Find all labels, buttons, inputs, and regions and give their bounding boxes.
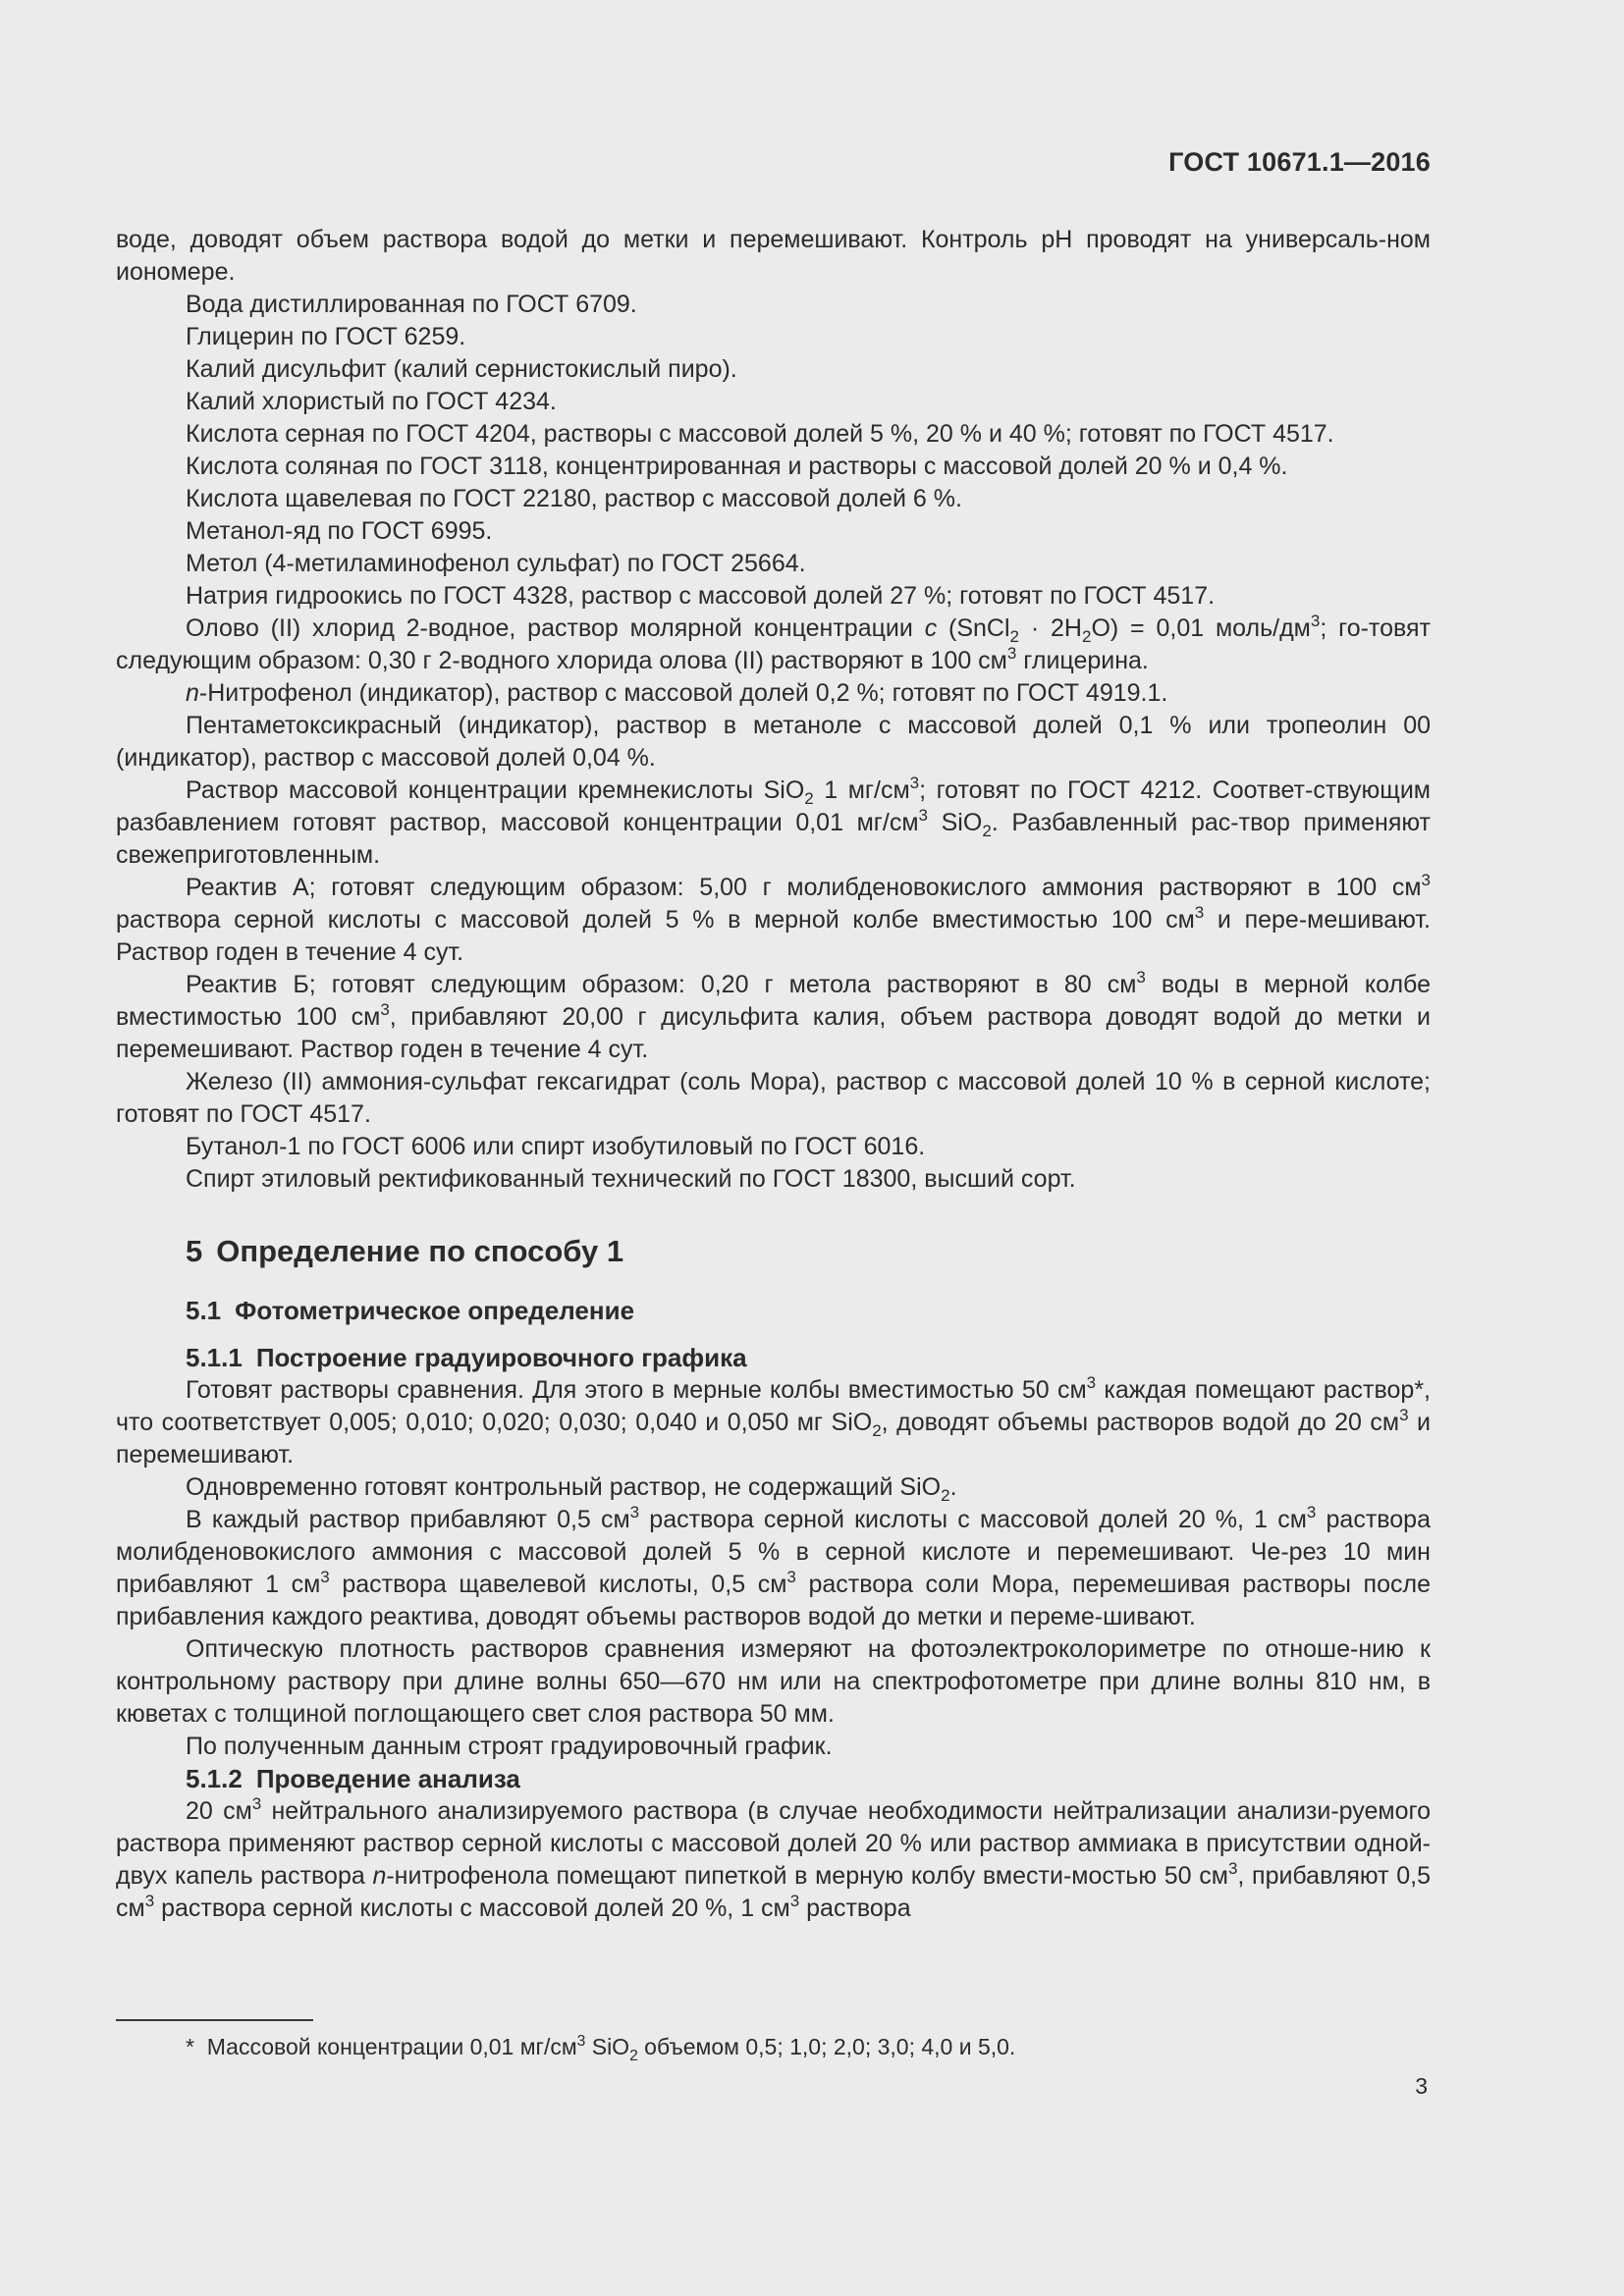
paragraph: 20 $см^3$ нейтрального анализируемого раствора (в случае необходимости нейтрализации анализи-руемого раствора применяют раствор серной кислоты с массовой долей 20 % или раствор аммиака в присутствии одной-двух капель раствора n-нитрофенола помещают пипеткой в мерную колбу вмести-мостью 50 $см^3$, прибавляют 0,5 $см^3$ раствора серной кислоты с массовой долей 20 %, 1 $см^3$ раствора	[116, 1793, 1431, 1922]
section-5-1-1-body	[116, 1374, 1431, 1763]
paragraph: Реактив А; готовят следующим образом: 5,00 г молибденовокислого аммония растворяют в 100 $см^3$ раствора серной кислоты с массовой долей 5 % в мерной колбе вместимостью 100 $см^3$ и пере-мешивают. Раствор годен в течение 4 сут.	[116, 870, 1431, 966]
section-title: Проведение анализа	[255, 1764, 520, 1793]
paragraph: Железо (II) аммония-сульфат гексагидрат (соль Мора), раствор с массовой долей 10 % в серной кислоте; готовят по ГОСТ 4517.	[116, 1068, 1431, 1128]
paragraph: Метол (4-метиламинофенол сульфат) по ГОСТ 25664.	[186, 550, 806, 577]
paragraph: Калий хлористый по ГОСТ 4234.	[186, 388, 557, 415]
paragraph: Глицерин по ГОСТ 6259.	[186, 323, 466, 350]
page-number: 3	[1415, 2073, 1428, 2099]
paragraph: Реактив Б; готовят следующим образом: 0,20 г метола растворяют в 80 $см^3$ воды в мерной колбе вместимостью 100 $см^3$, прибавляют 20,00 г дисульфита калия, объем раствора доводят водой до метки и перемешивают. Раствор годен в течение 4 сут.	[116, 967, 1431, 1063]
section-title: Определение по способу 1	[216, 1234, 624, 1268]
paragraph: Олово (II) хлорид 2-водное, раствор молярной концентрации с (SnCl$_2$ · $2H_2O) = 0,01$ моль/$дм^3$; го-товят следующим образом: 0,30 г 2-водного хлорида олова (II) растворяют в 100 $см^3$ глицерина.	[116, 611, 1431, 674]
document-header: ГОСТ 10671.1—2016	[1168, 147, 1431, 177]
section-5-heading	[186, 1232, 1431, 1271]
paragraph: В каждый раствор прибавляют 0,5 $см^3$ раствора серной кислоты с массовой долей 20 %, 1 $см^3$ раствора молибденовокислого аммония с массовой долей 5 % в серной кислоте и перемешивают. Че-рез 10 мин прибавляют 1 $см^3$ раствора щавелевой кислоты, 0,5 $см^3$ раствора соли Мора, перемешивая растворы после прибавления каждого реактива, доводят объемы растворов водой до метки и переме-шивают.	[116, 1502, 1431, 1630]
paragraph: Оптическую плотность растворов сравнения измеряют на фотоэлектроколориметре по отноше-нию к контрольному раствору при длине волны 650—670 нм или на спектрофотометре при длине волны 810 нм, в кюветах с толщиной поглощающего свет слоя раствора 50 мм.	[116, 1635, 1431, 1728]
paragraph: Раствор массовой концентрации кремнекислоты SiO$_2$ 1 $мг/см^3$; готовят по ГОСТ 4212. Соответ-ствующим разбавлением готовят раствор, массовой концентрации 0,01 $мг/см^3$ SiO$_2$. Разбавленный рас-твор применяют свежеприготовленным.	[116, 773, 1432, 869]
section-number: 5.1	[186, 1296, 222, 1325]
footnote-text: Массовой концентрации 0,01 $мг/см^3$ SiO$_2$ объемом 0,5; 1,0; 2,0; 3,0; 4,0 и 5,0.	[206, 2032, 1016, 2064]
footnote-separator	[116, 2019, 313, 2021]
reagents-list	[116, 224, 1431, 1196]
paragraph: Одновременно готовят контрольный раствор, не содержащий SiO$_2$.	[186, 1473, 957, 1505]
paragraph: Готовят растворы сравнения. Для этого в мерные колбы вместимостью 50 $см^3$ каждая помещают раствор*, что соответствует 0,005; 0,010; 0,020; 0,030; 0,040 и 0,050 мг SiO$_2$, доводят объемы растворов водой до 20 $см^3$ и перемешивают.	[116, 1372, 1431, 1468]
paragraph: Метанол-яд по ГОСТ 6995.	[186, 517, 493, 545]
section-title: Фотометрическое определение	[235, 1296, 635, 1325]
document-body	[116, 224, 1431, 1925]
footnote-marker: *	[186, 2034, 194, 2059]
paragraph: Вода дистиллированная по ГОСТ 6709.	[186, 291, 637, 318]
paragraph: Натрия гидроокись по ГОСТ 4328, раствор с массовой долей 27 %; готовят по ГОСТ 4517.	[186, 582, 1216, 610]
paragraph: Кислота соляная по ГОСТ 3118, концентрированная и растворы с массовой долей 20 % и 0,4 %.	[186, 453, 1288, 480]
paragraph: Кислота щавелевая по ГОСТ 22180, раствор с массовой долей 6 %.	[186, 485, 962, 512]
section-5-1-1-heading	[186, 1342, 1431, 1374]
section-number: 5	[186, 1234, 203, 1268]
paragraph: По полученным данным строят градуировочный график.	[186, 1733, 833, 1760]
section-5-1-heading	[186, 1295, 1431, 1327]
section-5-1-2-heading	[186, 1763, 1431, 1795]
section-number: 5.1.1	[186, 1343, 243, 1372]
paragraph: Пентаметоксикрасный (индикатор), раствор в метаноле с массовой долей 0,1 % или тропеолин 00 (индикатор), раствор с массовой долей 0,04 %.	[116, 712, 1431, 772]
paragraph: Спирт этиловый ректификованный технический по ГОСТ 18300, высший сорт.	[186, 1165, 1076, 1193]
section-number: 5.1.2	[186, 1764, 243, 1793]
section-5-1-2-body	[116, 1795, 1431, 1925]
paragraph: Кислота серная по ГОСТ 4204, растворы с массовой долей 5 %, 20 % и 40 %; готовят по ГОСТ 4517.	[186, 420, 1334, 448]
paragraph: Калий дисульфит (калий сернистокислый пиро).	[186, 355, 737, 383]
paragraph: n-Нитрофенол (индикатор), раствор с массовой долей 0,2 %; готовят по ГОСТ 4919.1.	[186, 679, 1168, 707]
section-title: Построение градуировочного графика	[255, 1343, 747, 1372]
paragraph: Бутанол-1 по ГОСТ 6006 или спирт изобутиловый по ГОСТ 6016.	[186, 1133, 926, 1160]
paragraph: воде, доводят объем раствора водой до метки и перемешивают. Контроль рН проводят на универсаль-ном иономере.	[116, 226, 1431, 286]
footnote	[186, 2032, 1016, 2064]
